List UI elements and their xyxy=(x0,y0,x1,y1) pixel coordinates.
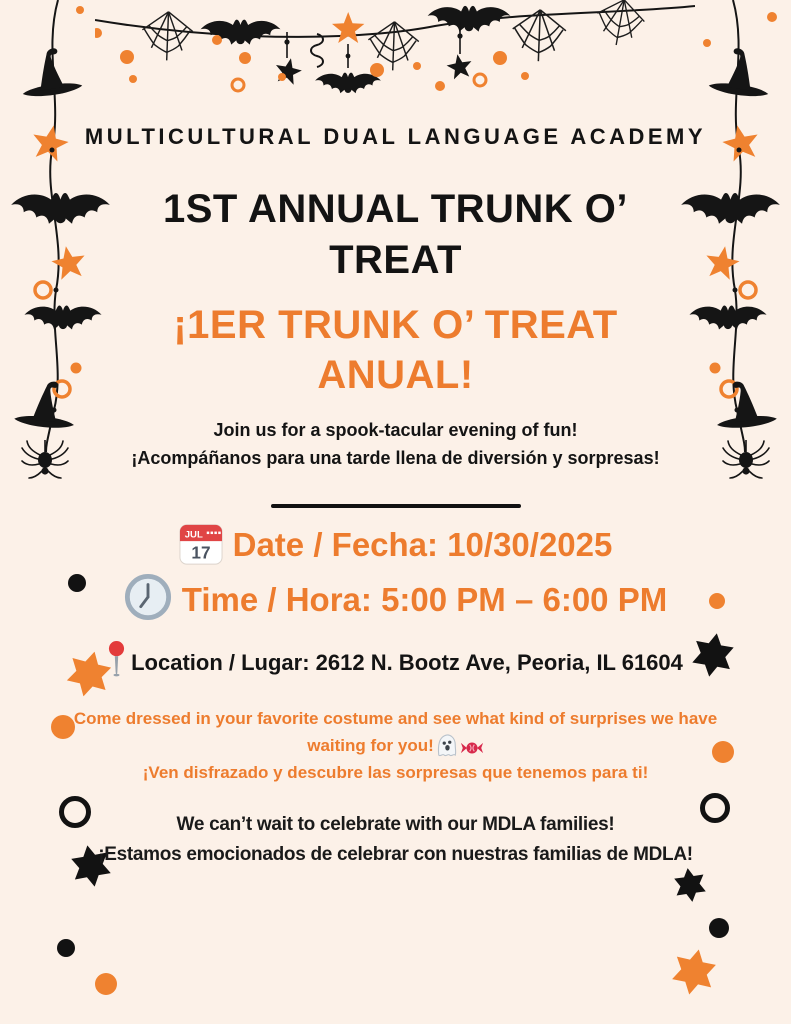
costume-line-spanish: ¡Ven disfrazado y descubre las sorpresas que tenemos para ti! xyxy=(142,763,649,782)
event-title-english: 1ST ANNUAL TRUNK O’ TREAT xyxy=(162,187,629,282)
calendar-icon xyxy=(179,522,223,566)
calendar-day: 17 xyxy=(191,542,211,563)
dot-ornament xyxy=(95,973,117,995)
closing-line-english: We can’t wait to celebrate with our MDLA families! xyxy=(176,814,615,835)
star-icon xyxy=(667,945,722,1000)
dot-ornament xyxy=(57,939,75,957)
dot-ornament xyxy=(709,918,729,938)
time-row xyxy=(106,573,686,622)
event-title-spanish: ¡1ER TRUNK O’ TREAT ANUAL! xyxy=(173,303,618,397)
closing-line-spanish: ¡Estamos emocionados de celebrar con nuestras familias de MDLA! xyxy=(98,844,693,865)
time-label: Time / Hora: 5:00 PM – 6:00 PM xyxy=(181,581,668,618)
ghost-icon xyxy=(436,733,458,757)
closing-text xyxy=(96,810,696,870)
school-name: MULTICULTURAL DUAL LANGUAGE ACADEMY xyxy=(84,124,707,149)
location-row xyxy=(96,640,696,679)
candy-icon xyxy=(460,739,484,757)
intro-line-english: Join us for a spook-tacular evening of fun! xyxy=(213,420,578,440)
intro-text xyxy=(66,416,726,472)
calendar-month: JUL xyxy=(184,529,203,541)
location-label: Location / Lugar: 2612 N. Bootz Ave, Peoria, IL 61604 xyxy=(131,650,683,675)
date-label: Date / Fecha: 10/30/2025 xyxy=(232,526,613,563)
clock-icon xyxy=(124,573,172,621)
costume-line-english: Come dressed in your favorite costume and see what kind of surprises we have waiting for you! xyxy=(73,709,718,755)
star-icon xyxy=(671,866,709,904)
intro-line-spanish: ¡Acompáñanos para una tarde llena de diversión y sorpresas! xyxy=(131,448,660,468)
date-row xyxy=(106,522,686,567)
pushpin-icon xyxy=(108,640,125,678)
costume-text xyxy=(46,705,746,786)
divider-line xyxy=(271,504,521,508)
